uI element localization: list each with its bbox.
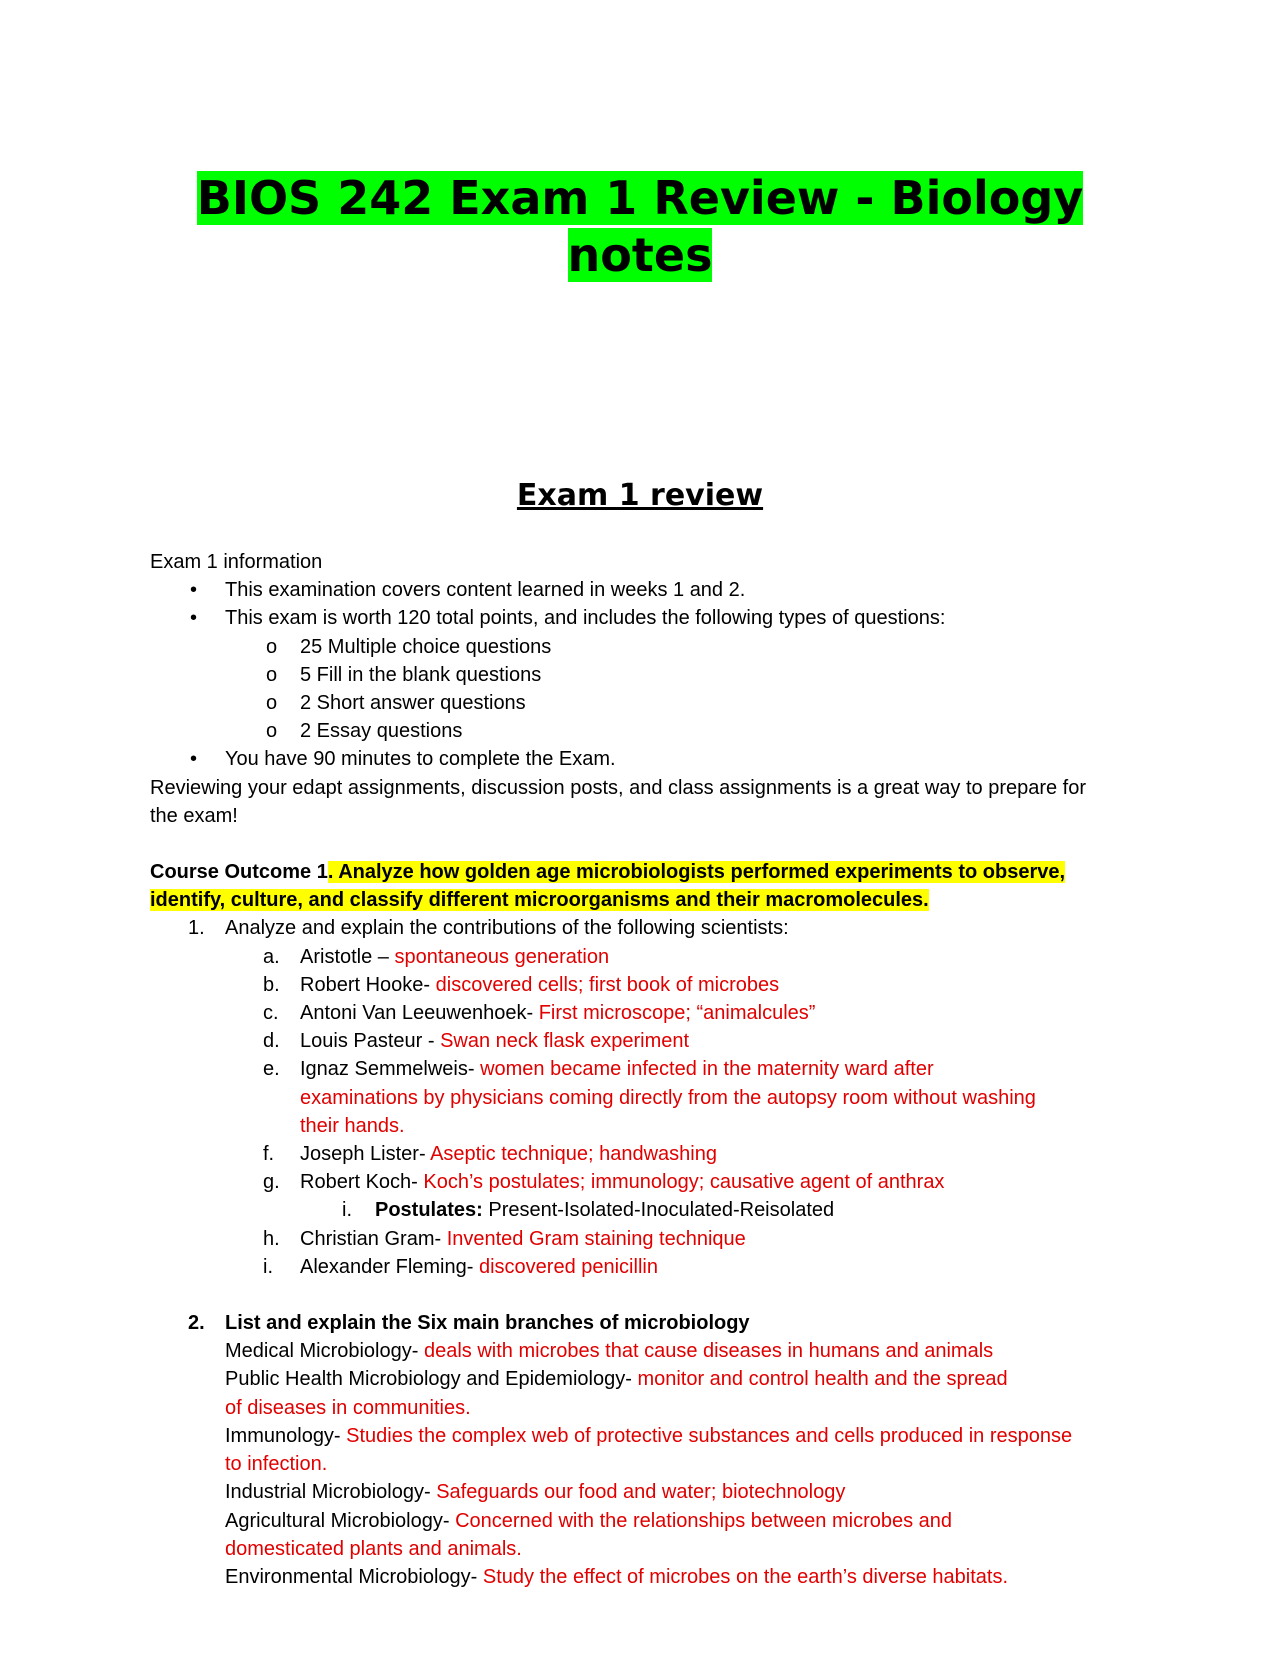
scientist-item: g. Robert Koch- Koch’s postulates; immunology; causative agent of anthrax	[263, 1171, 945, 1194]
section-heading: Exam 1 review	[516, 478, 764, 513]
scientist-item: e. Ignaz Semmelweis- women became infected in the maternity ward after	[263, 1058, 934, 1081]
course-outcome-text-1: . Analyze how golden age microbiologists performed experiments to observe,	[327, 861, 1066, 884]
question-text: List and explain the Six main branches of microbiology	[225, 1312, 750, 1335]
question-1	[150, 914, 1140, 942]
scientist-item-continued: examinations by physicians coming directly from the autopsy room without washing	[300, 1086, 1036, 1109]
scientist-item: b. Robert Hooke- discovered cells; first book of microbes	[263, 973, 780, 996]
scientist-item-continued: their hands.	[300, 1114, 405, 1137]
postulates-item: i. Postulates: Present-Isolated-Inoculated-Reisolated	[342, 1199, 835, 1222]
course-outcome-text-2: identify, culture, and classify different microorganisms and their macromolecules.	[150, 889, 929, 912]
question-2	[150, 1309, 1140, 1337]
branch-item: Public Health Microbiology and Epidemiology- monitor and control health and the spread	[225, 1368, 1008, 1391]
info-heading: Exam 1 information	[150, 551, 323, 573]
branch-item-continued: of diseases in communities.	[225, 1396, 471, 1419]
branch-item: Medical Microbiology- deals with microbes that cause diseases in humans and animals	[225, 1340, 994, 1363]
title-line-2: notes	[567, 228, 713, 282]
branch-item: Industrial Microbiology- Safeguards our food and water; biotechnology	[225, 1481, 846, 1504]
question-number: 2.	[188, 1312, 205, 1335]
question-text: Analyze and explain the contributions of the following scientists:	[225, 917, 789, 940]
sub-bullet-item: o 2 Short answer questions	[150, 689, 1140, 717]
scientist-item: i. Alexander Fleming- discovered penicillin	[263, 1255, 658, 1278]
review-note-line-1: Reviewing your edapt assignments, discussion posts, and class assignments is a great way to prepare for	[150, 776, 1087, 799]
scientist-item: a. Aristotle – spontaneous generation	[263, 945, 610, 968]
scientist-item: h. Christian Gram- Invented Gram staining technique	[263, 1227, 746, 1250]
scientist-item: c. Antoni Van Leeuwenhoek- First microscope; “animalcules”	[263, 1002, 816, 1025]
branch-item: Immunology- Studies the complex web of protective substances and cells produced in response	[225, 1424, 1073, 1447]
branch-item-continued: to infection.	[225, 1453, 328, 1476]
course-outcome	[150, 858, 1140, 886]
document-title	[130, 170, 1150, 284]
review-note-line-2: the exam!	[150, 804, 238, 827]
sub-bullet-item: o 25 Multiple choice questions	[150, 633, 1140, 661]
scientist-item: f. Joseph Lister- Aseptic technique; handwashing	[263, 1143, 717, 1166]
document-body	[150, 548, 1140, 1591]
branch-item: Environmental Microbiology- Study the effect of microbes on the earth’s diverse habitats.	[225, 1565, 1009, 1588]
sub-bullet-item: o 2 Essay questions	[150, 717, 1140, 745]
question-number: 1.	[188, 917, 205, 940]
bullet-item: • You have 90 minutes to complete the Exam.	[150, 745, 1140, 773]
branch-item-continued: domesticated plants and animals.	[225, 1537, 522, 1560]
title-line-1: BIOS 242 Exam 1 Review - Biology	[196, 171, 1084, 225]
course-outcome-label: Course Outcome 1	[150, 861, 328, 884]
bullet-item: • This exam is worth 120 total points, and includes the following types of questions:	[150, 604, 1140, 632]
branch-item: Agricultural Microbiology- Concerned with the relationships between microbes and	[225, 1509, 953, 1532]
scientist-item: d. Louis Pasteur - Swan neck flask experiment	[263, 1030, 690, 1053]
sub-bullet-item: o 5 Fill in the blank questions	[150, 661, 1140, 689]
bullet-item: • This examination covers content learned in weeks 1 and 2.	[150, 576, 1140, 604]
